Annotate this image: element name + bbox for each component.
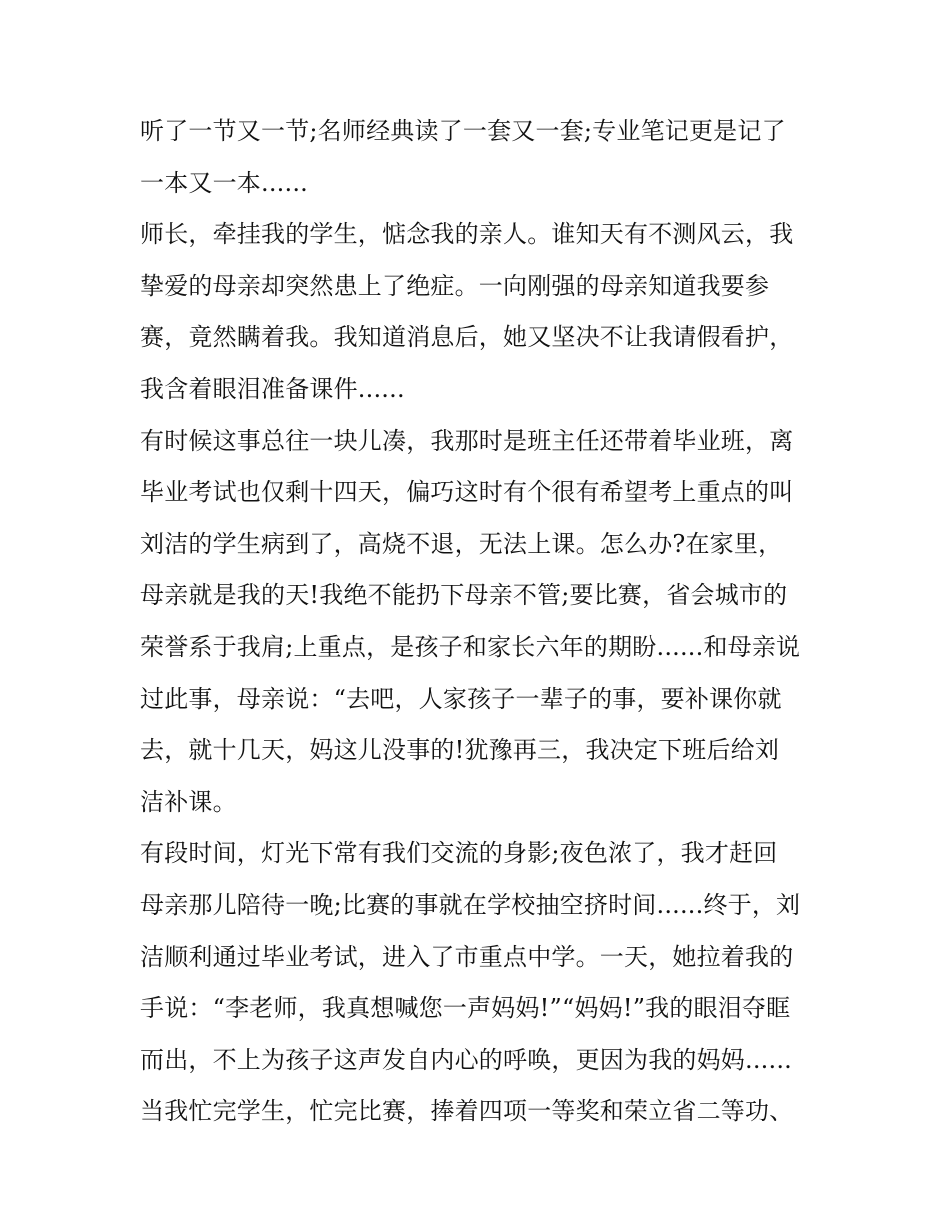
- text-line: 挚爱的母亲却突然患上了绝症。一向刚强的母亲知道我要参: [140, 271, 770, 300]
- text-line: 毕业考试也仅剩十四天，偏巧这时有个很有希望考上重点的叫: [140, 478, 794, 507]
- text-line: 赛，竟然瞒着我。我知道消息后，她又坚决不让我请假看护，: [140, 323, 794, 352]
- text-line: 而出，不上为孩子这声发自内心的呼唤，更因为我的妈妈......: [140, 1045, 792, 1074]
- text-line: 我含着眼泪准备课件......: [140, 374, 405, 403]
- text-line: 过此事，母亲说：“去吧，人家孩子一辈子的事，要补课你就: [140, 684, 782, 713]
- text-line: 母亲就是我的天!我绝不能扔下母亲不管;要比赛，省会城市的: [140, 581, 788, 610]
- text-line: 听了一节又一节;名师经典读了一套又一套;专业笔记更是记了: [140, 117, 786, 145]
- document-body: [140, 106, 830, 1138]
- text-line: 去，就十几天，妈这儿没事的!犹豫再三，我决定下班后给刘: [140, 736, 780, 765]
- text-line: 手说：“李老师，我真想喊您一声妈妈!”“妈妈!”我的眼泪夺眶: [140, 994, 791, 1023]
- text-line: 刘洁的学生病到了，高烧不退，无法上课。怎么办?在家里，: [140, 529, 783, 558]
- text-line: 当我忙完学生，忙完比赛，捧着四项一等奖和荣立省二等功、: [140, 1097, 794, 1126]
- text-line: 洁补课。: [140, 787, 237, 816]
- text-line: 母亲那儿陪待一晚;比赛的事就在学校抽空挤时间......终于，刘: [140, 890, 801, 919]
- text-line: 有段时间，灯光下常有我们交流的身影;夜色浓了，我才赶回: [140, 839, 778, 868]
- text-line: 有时候这事总往一块儿凑，我那时是班主任还带着毕业班，离: [140, 426, 794, 455]
- text-line: 一本又一本......: [140, 168, 308, 197]
- text-line: 洁顺利通过毕业考试，进入了市重点中学。一天，她拉着我的: [140, 942, 794, 971]
- text-line: 荣誉系于我肩;上重点，是孩子和家长六年的期盼......和母亲说: [140, 632, 801, 661]
- text-line: 师长，牵挂我的学生，惦念我的亲人。谁知天有不测风云，我: [140, 220, 794, 249]
